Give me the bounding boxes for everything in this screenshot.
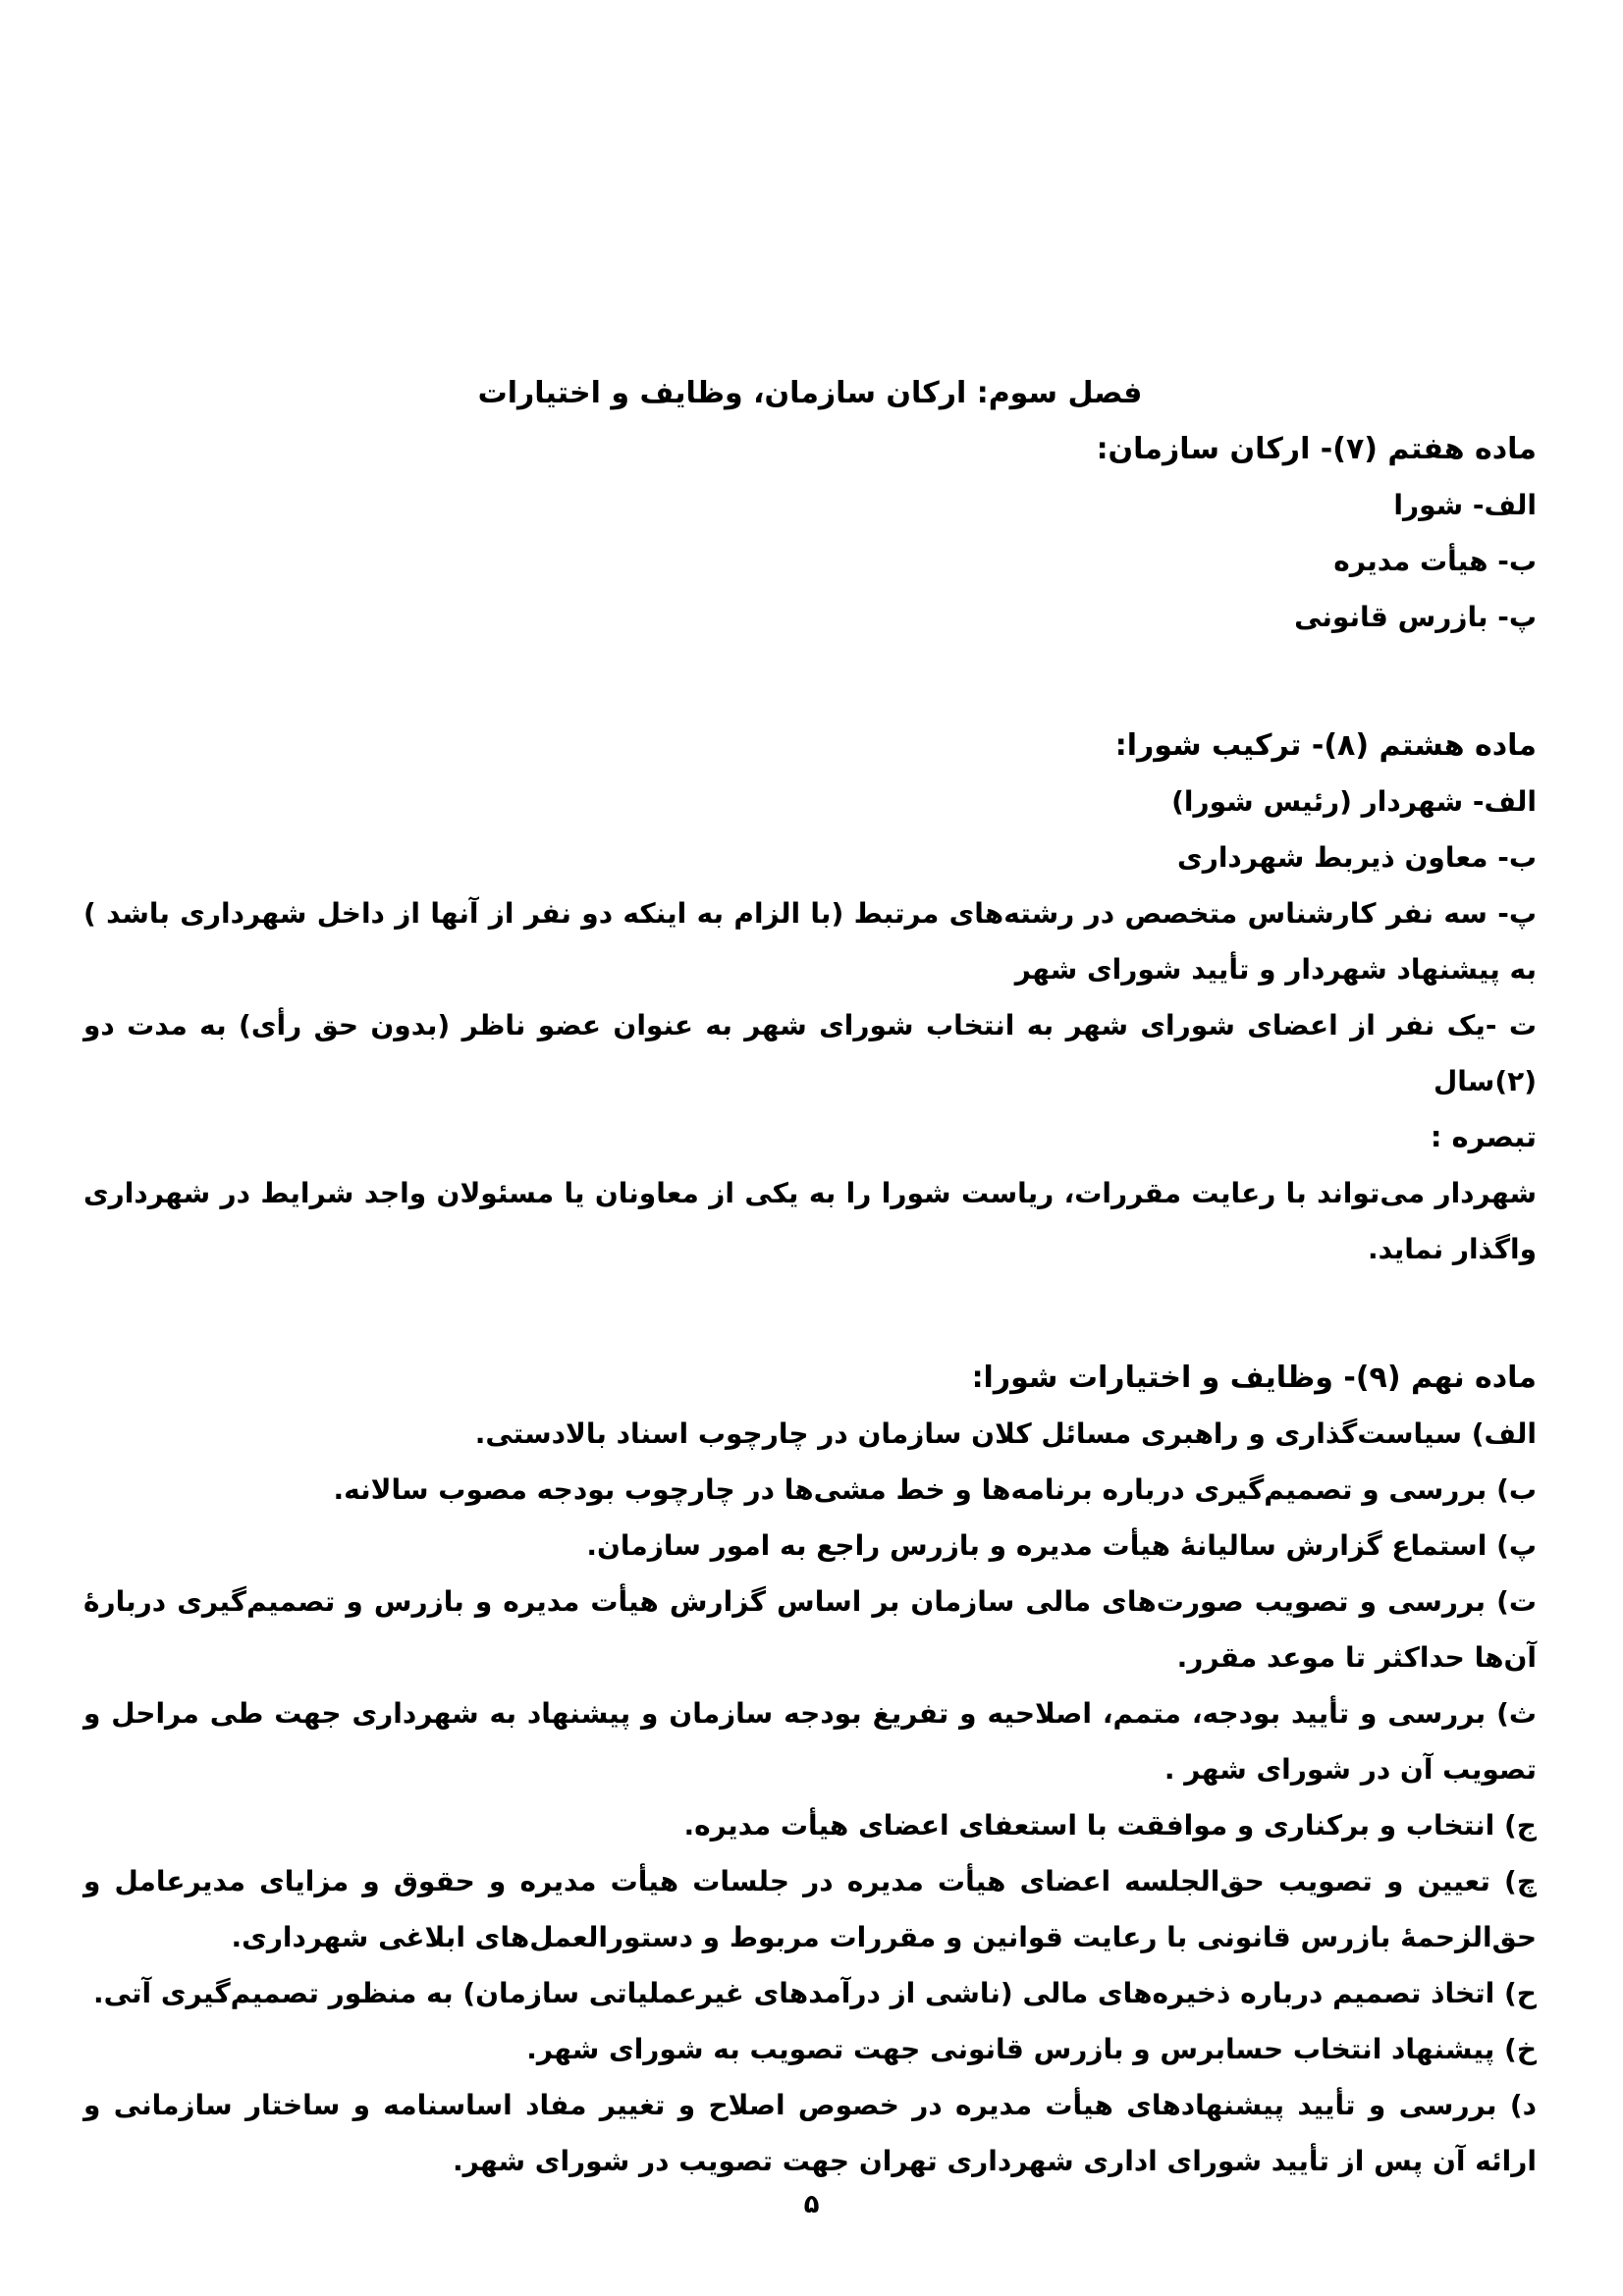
article-8-item-t: ت -یک نفر از اعضای شورای شهر به انتخاب شورای شهر به عنوان عضو ناظر (بدون حق رأی) به مدت دو (۲)سال [83, 1009, 1537, 1097]
article-9-item-p: پ) استماع گزارش سالیانهٔ هیأت مدیره و بازرس راجع به امور سازمان. [586, 1529, 1537, 1562]
article-8-item-b: ب- معاون ذیربط شهرداری [1177, 841, 1537, 874]
document-content [83, 365, 1537, 2189]
article-9-item-d: د) بررسی و تأیید پیشنهادهای هیأت مدیره در خصوص اصلاح و تغییر مفاد اساسنامه و ساختار سازمانی و ارائه آن پس از تأیید شورای اداری شهرداری تهران جهت تصویب در شورای شهر. [83, 2089, 1537, 2177]
article-9-item-b: ب) بررسی و تصمیم‌گیری درباره برنامه‌ها و خط مشی‌ها در چارچوب بودجه مصوب سالانه. [333, 1473, 1537, 1506]
article-9-item-j: ج) انتخاب و برکناری و موافقت با استعفای اعضای هیأت مدیره. [683, 1809, 1537, 1842]
chapter-title: فصل سوم: ارکان سازمان، وظایف و اختیارات [477, 376, 1143, 410]
article-9-item-ch: چ) تعیین و تصویب حق‌الجلسه اعضای هیأت مدیره در جلسات هیأت مدیره و حقوق و مزایای مدیرعامل و حق‌الزحمهٔ بازرس قانونی با رعایت قوانین و مقررات مربوط و دستورالعمل‌های ابلاغی شهرداری. [83, 1865, 1537, 1953]
article-9-item-t: ت) بررسی و تصویب صورت‌های مالی سازمان بر اساس گزارش هیأت مدیره و بازرس و تصمیم‌گیری دربارهٔ آن‌ها حداکثر تا موعد مقرر. [83, 1585, 1537, 1674]
article-7-item-p: پ- بازرس قانونی [1294, 601, 1537, 633]
note-label: تبصره : [1430, 1120, 1537, 1153]
article-9-heading: ماده نهم (۹)- وظایف و اختیارات شورا: [971, 1361, 1537, 1395]
article-9-item-s: ث) بررسی و تأیید بودجه، متمم، اصلاحیه و تفریغ بودجه سازمان و پیشنهاد به شهرداری جهت طی مراحل و تصویب آن در شورای شهر . [83, 1697, 1537, 1786]
article-9-item-kh: خ) پیشنهاد انتخاب حسابرس و بازرس قانونی جهت تصویب به شورای شهر. [526, 2033, 1537, 2065]
article-8-item-p: پ- سه نفر کارشناس متخصص در رشته‌های مرتبط (با الزام به اینکه دو نفر از آنها از داخل شهرداری باشد ) به پیشنهاد شهردار و تأیید شورای شهر [83, 897, 1537, 986]
article-7-item-b: ب- هیأت مدیره [1333, 545, 1537, 577]
page-number: ۵ [803, 2190, 820, 2219]
article-9-item-h: ح) اتخاذ تصمیم درباره ذخیره‌های مالی (ناشی از درآمدهای غیرعملیاتی سازمان) به منظور تصمیم‌گیری آتی. [93, 1977, 1537, 2009]
article-7-item-a: الف- شورا [1393, 489, 1537, 521]
note-text: شهردار می‌تواند با رعایت مقررات، ریاست شورا را به یکی از معاونان یا مسئولان واجد شرایط در شهرداری واگذار نماید. [83, 1177, 1537, 1265]
article-7-heading: ماده هفتم (۷)- ارکان سازمان: [1096, 432, 1537, 466]
article-8-item-a: الف- شهردار (رئیس شورا) [1171, 785, 1537, 818]
article-8-heading: ماده هشتم (۸)- ترکیب شورا: [1114, 728, 1537, 763]
article-9-item-a: الف) سیاست‌گذاری و راهبری مسائل کلان سازمان در چارچوب اسناد بالادستی. [474, 1417, 1537, 1450]
